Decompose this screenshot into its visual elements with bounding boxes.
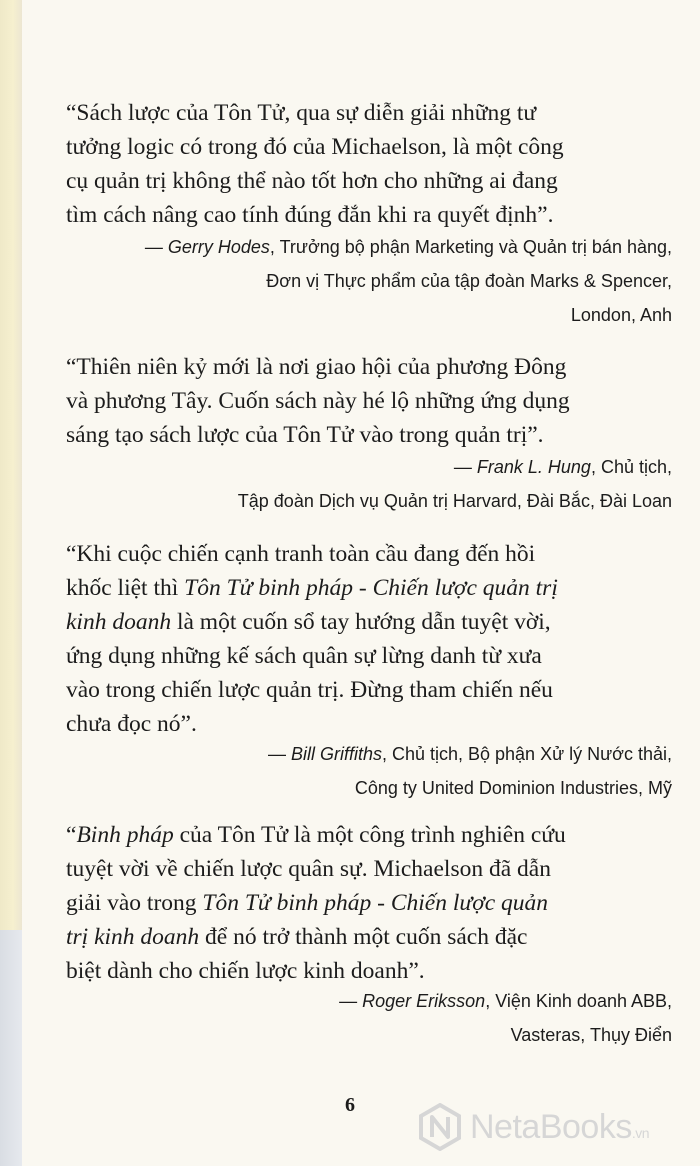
quote-text: giải vào trong	[66, 890, 203, 916]
quote-text: khốc liệt thì	[66, 575, 185, 601]
quote-line: và phương Tây. Cuốn sách này hé lộ những ứng dụng	[66, 388, 570, 414]
attribution-dash: —	[144, 237, 168, 257]
page-edge-lower	[0, 930, 22, 1166]
quote-line: ứng dụng những kế sách quân sự lừng danh từ xưa	[66, 643, 542, 669]
quote-text: “	[66, 822, 77, 848]
quote-line: chưa đọc nó”.	[66, 711, 197, 737]
book-title-italic: Binh pháp	[76, 822, 174, 848]
quote-line	[66, 605, 676, 639]
quote-line: biệt dành cho chiến lược kinh doanh”.	[66, 958, 425, 984]
book-title-italic: trị kinh doanh	[66, 924, 200, 950]
book-title-italic: Tôn Tử binh pháp - Chiến lược quản	[202, 890, 549, 916]
quote-line: tuyệt vời về chiến lược quân sự. Michaelson đã dẫn	[66, 856, 551, 882]
quote-gerry-hodes	[66, 96, 676, 232]
attribution-gerry-hodes	[52, 230, 672, 332]
page-number: 6	[345, 1094, 355, 1116]
attribution-title: , Chủ tịch,	[590, 457, 672, 477]
attribution-bill-griffiths	[52, 737, 672, 805]
quote-line	[66, 920, 676, 954]
quote-text: của Tôn Tử là một công trình nghiên cứu	[173, 822, 566, 848]
quote-frank-hung	[66, 350, 676, 452]
attribution-roger-eriksson	[52, 984, 672, 1052]
attribution-name: Roger Eriksson	[362, 991, 486, 1011]
watermark-brand: NetaBooks	[470, 1107, 632, 1146]
attribution-dash: —	[339, 991, 363, 1011]
watermark-text	[470, 1108, 649, 1147]
attribution-title: , Chủ tịch, Bộ phận Xử lý Nước thải,	[381, 744, 672, 764]
attribution-line: London, Anh	[570, 305, 672, 325]
quote-bill-griffiths	[66, 537, 676, 741]
quote-line: “Sách lược của Tôn Tử, qua sự diễn giải những tư	[66, 100, 537, 126]
quote-text: để nó trở thành một cuốn sách đặc	[199, 924, 528, 950]
quote-line: sáng tạo sách lược của Tôn Tử vào trong quản trị”.	[66, 422, 544, 448]
quote-roger-eriksson	[66, 818, 676, 988]
attribution-line: Vasteras, Thụy Điển	[510, 1025, 672, 1045]
attribution-name: Frank L. Hung	[476, 457, 591, 477]
netabooks-watermark	[418, 1098, 698, 1156]
quote-line	[66, 886, 676, 920]
quote-line	[66, 571, 676, 605]
attribution-frank-hung	[52, 450, 672, 518]
quote-line: vào trong chiến lược quản trị. Đừng tham chiến nếu	[66, 677, 553, 703]
attribution-line: Tập đoàn Dịch vụ Quản trị Harvard, Đài Bắc, Đài Loan	[237, 491, 672, 511]
attribution-name: Bill Griffiths	[290, 744, 382, 764]
quote-line	[66, 818, 676, 852]
attribution-name: Gerry Hodes	[167, 237, 270, 257]
attribution-line: Đơn vị Thực phẩm của tập đoàn Marks & Spencer,	[266, 271, 672, 291]
attribution-title: , Viện Kinh doanh ABB,	[485, 991, 672, 1011]
quote-line: tìm cách nâng cao tính đúng đắn khi ra quyết định”.	[66, 202, 554, 228]
quote-line: “Khi cuộc chiến cạnh tranh toàn cầu đang đến hồi	[66, 541, 536, 567]
book-title-italic: Tôn Tử binh pháp - Chiến lược quản trị	[184, 575, 558, 601]
attribution-dash: —	[267, 744, 291, 764]
quote-line: tưởng logic có trong đó của Michaelson, là một công	[66, 134, 564, 160]
attribution-dash: —	[453, 457, 477, 477]
attribution-title: , Trưởng bộ phận Marketing và Quản trị bán hàng,	[269, 237, 672, 257]
quote-line: cụ quản trị không thể nào tốt hơn cho những ai đang	[66, 168, 558, 194]
book-title-italic: kinh doanh	[66, 609, 172, 635]
quote-line: “Thiên niên kỷ mới là nơi giao hội của phương Đông	[66, 354, 567, 380]
watermark-suffix: .vn	[631, 1124, 650, 1141]
quote-text: là một cuốn sổ tay hướng dẫn tuyệt vời,	[171, 609, 551, 635]
attribution-line: Công ty United Dominion Industries, Mỹ	[354, 778, 672, 798]
netabooks-logo-icon	[418, 1103, 462, 1151]
